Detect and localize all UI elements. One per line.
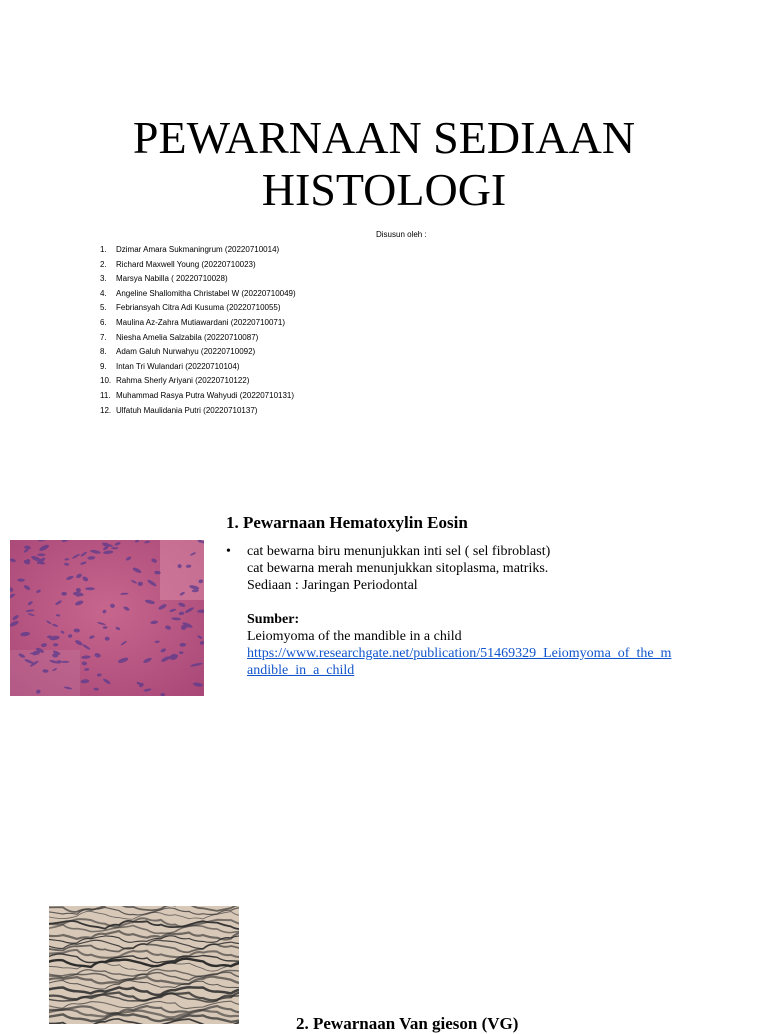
author-name: Rahma Sherly Ariyani (20220710122) — [116, 376, 250, 386]
author-name: Intan Tri Wulandari (20220710104) — [116, 361, 240, 371]
author-number: 12. — [100, 405, 112, 415]
author-name: Maulina Az-Zahra Mutiawardani (20220710071) — [116, 317, 285, 327]
author-name: Ulfatuh Maulidania Putri (20220710137) — [116, 405, 258, 415]
section-title: 1. Pewarnaan Hematoxylin Eosin — [226, 513, 468, 532]
author-item — [100, 243, 296, 258]
author-number: 5. — [100, 303, 107, 313]
author-number: 9. — [100, 361, 107, 371]
bullet-marker: • — [226, 544, 231, 559]
description-line-1: cat bewarna biru menunjukkan inti sel ( sel fibroblast) — [247, 544, 551, 559]
author-number: 6. — [100, 317, 107, 327]
authors-list — [100, 243, 296, 418]
author-name: Adam Galuh Nurwahyu (20220710092) — [116, 347, 256, 357]
author-number: 11. — [100, 390, 111, 400]
author-name: Niesha Amelia Salzabila (20220710087) — [116, 332, 259, 342]
author-name: Muhammad Rasya Putra Wahyudi (20220710131) — [116, 390, 295, 400]
author-number: 4. — [100, 288, 107, 298]
author-item — [100, 301, 296, 316]
he-stain-micrograph — [10, 540, 204, 696]
author-name: Dzimar Amara Sukmaningrum (20220710014) — [116, 245, 280, 254]
van-gieson-micrograph — [49, 906, 239, 1024]
van-gieson-image — [49, 906, 239, 1024]
title-slide — [0, 0, 768, 450]
author-item — [100, 331, 296, 346]
source-link[interactable]: https://www.researchgate.net/publication/51469329_Leiomyoma_of_the_mandible_in_a_child — [247, 646, 672, 678]
authors-heading: Disusun oleh : — [376, 230, 427, 239]
slide-title — [0, 112, 768, 216]
author-number: 3. — [100, 274, 107, 284]
he-stain-image — [10, 540, 204, 696]
source-title: Leiomyoma of the mandible in a child — [247, 629, 462, 644]
author-item — [100, 272, 296, 287]
author-item — [100, 374, 296, 389]
author-number: 2. — [100, 259, 107, 269]
author-name: Marsya Nabilla ( 20220710028) — [116, 274, 228, 284]
author-item — [100, 287, 296, 302]
title-line-2: HISTOLOGI — [261, 164, 507, 215]
bullet-body — [247, 543, 717, 679]
description-line-3: Sediaan : Jaringan Periodontal — [247, 578, 418, 593]
next-section-title: 2. Pewarnaan Van gieson (VG) — [296, 1014, 519, 1033]
author-item — [100, 258, 296, 273]
author-item — [100, 316, 296, 331]
author-item — [100, 345, 296, 360]
author-name: Febriansyah Citra Adi Kusuma (20220710055) — [116, 303, 281, 313]
author-number: 10. — [100, 376, 112, 386]
source-label: Sumber: — [247, 612, 300, 627]
author-name: Richard Maxwell Young (20220710023) — [116, 259, 256, 269]
author-item — [100, 360, 296, 375]
author-item — [100, 404, 296, 419]
author-number: 1. — [100, 245, 107, 254]
author-name: Angeline Shallomitha Christabel W (20220710049) — [116, 288, 296, 298]
title-line-1: PEWARNAAN SEDIAAN — [132, 112, 636, 163]
author-number: 8. — [100, 347, 107, 357]
author-item — [100, 389, 296, 404]
author-number: 7. — [100, 332, 107, 342]
description-line-2: cat bewarna merah menunjukkan sitoplasma, matriks. — [247, 561, 549, 576]
